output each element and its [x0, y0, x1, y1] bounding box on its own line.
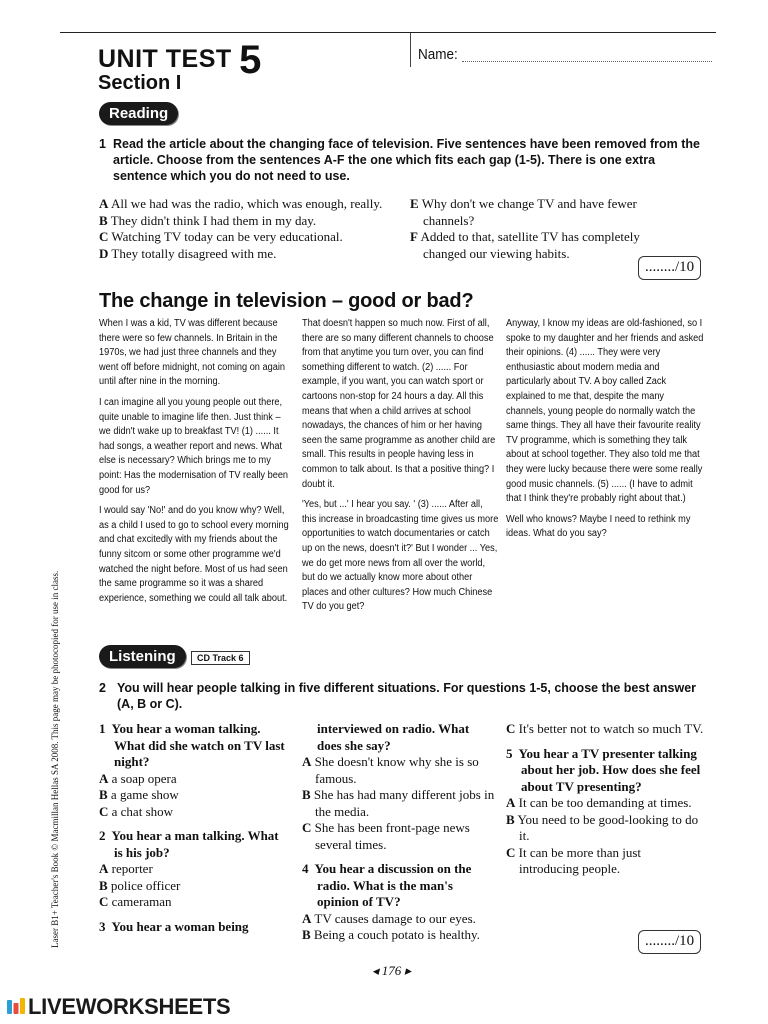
listening-column-2	[302, 721, 496, 944]
q5-option-b[interactable]: B You need to be good-looking to do it.	[506, 811, 699, 843]
section-title: Section I	[98, 72, 182, 94]
q2-option-c[interactable]: C cameraman	[99, 894, 172, 909]
article-column-2	[302, 317, 499, 621]
unit-label: UNIT TEST	[98, 45, 232, 73]
q4-option-a[interactable]: A TV causes damage to our eyes.	[302, 910, 476, 926]
option-f: F Added to that, satellite TV has completely changed our viewing habits.	[410, 229, 640, 261]
brand-text: LIVEWORKSHEETS	[28, 994, 231, 1019]
side-copyright	[50, 548, 70, 948]
q5-option-c[interactable]: C It can be more than just introducing people.	[506, 844, 642, 876]
reading-instruction-number: 1	[99, 137, 106, 151]
q3-option-b[interactable]: B She has had many different jobs in the media.	[302, 787, 495, 819]
article-paragraph: 'Yes, but ...' I hear you say. ' (3) ...... After all, this increase in broadcasting time gives us more opportunities to watch documentaries or catch up on the news, doesn't it?' But I wonder ... Yes, we do get more news from all over the world, but do we actually know more about other places and other cultures? How much Chinese TV do you get?	[302, 499, 499, 613]
listening-instruction-text: You will hear people talking in five different situations. For questions 1-5, choose the best answer (A, B or C).	[117, 681, 697, 711]
question-1: 1 You hear a woman talking. What did she watch on TV last night?	[99, 721, 285, 769]
name-label: Name:	[418, 46, 458, 63]
article-paragraph: That doesn't happen so much now. First of all, there are so many different channels to choose from that anytime you turn over, you can find something different to watch. (2) ...... For example, if you want, you can watch sport or cartoons non-stop for 24 hours a day. All this means that when a child arrives at school nowadays, the chances of him or her having seen the same programme as another child are small. This results in people having less in common to talk about. Is that a positive thing? I doubt it.	[302, 318, 496, 490]
q1-option-a[interactable]: A a soap opera	[99, 770, 177, 786]
q3-option-c[interactable]: C She has been front-page news several times.	[302, 820, 470, 852]
q2-option-b[interactable]: B police officer	[99, 877, 181, 893]
article-paragraph: I can imagine all you young people out there, quite unable to imagine life then. Just think – we didn't wake up to breakfast TV! (1) ...... It had songs, a weather report and news. What else is necessary? Which brings me to my point: Has the modernisation of TV really been good for us?	[99, 396, 289, 496]
option-d: D They totally disagreed with me.	[99, 245, 277, 261]
listening-badge: Listening	[99, 645, 186, 668]
reading-instruction	[99, 136, 709, 184]
q1-option-c[interactable]: C a chat show	[99, 803, 174, 819]
option-a: A All we had was the radio, which was enough, really.	[99, 196, 383, 211]
unit-title	[98, 32, 262, 82]
question-2: 2 You hear a man talking. What is his job?	[99, 828, 279, 860]
article-paragraph: Well who knows? Maybe I need to rethink my ideas. What do you say?	[506, 513, 691, 540]
article-headline: The change in television – good or bad?	[99, 290, 474, 312]
q5-option-a[interactable]: A It can be too demanding at times.	[506, 795, 692, 810]
article-column-1	[99, 317, 294, 612]
option-e: E Why don't we change TV and have fewer channels?	[410, 196, 637, 228]
q4-option-c[interactable]: C It's better not to watch so much TV.	[506, 721, 704, 736]
options-right	[410, 196, 680, 262]
question-5: 5 You hear a TV presenter talking about her job. How does she feel about TV presenting?	[506, 745, 701, 794]
options-left	[99, 196, 389, 262]
page-number: ◂ 176 ▸	[372, 963, 412, 978]
q1-option-b[interactable]: B a game show	[99, 787, 179, 802]
article-column-3	[506, 317, 705, 548]
option-b: B They didn't think I had them in my day.	[99, 212, 317, 228]
name-input[interactable]	[462, 61, 712, 62]
liveworksheets-icon	[6, 997, 26, 1017]
option-c: C Watching TV today can be very educational.	[99, 229, 343, 244]
unit-number: 5	[239, 38, 262, 82]
question-4: 4 You hear a discussion on the radio. What is the man's opinion of TV?	[302, 861, 472, 909]
q4-option-b[interactable]: B Being a couch potato is healthy.	[302, 927, 480, 942]
listening-instruction-number: 2	[99, 681, 106, 695]
article-paragraph: When I was a kid, TV was different because there were so few channels. In Britain in the 1970s, we had just three channels and they went off before midnight, not coming on again until after nine in the morning.	[99, 318, 285, 388]
copyright-text: Laser B1+ Teacher's Book © Macmillan Hellas SA 2008. This page may be photocopied for use in class.	[50, 570, 60, 948]
question-3-end: interviewed on radio. What does she say?	[317, 721, 470, 753]
reading-instruction-text: Read the article about the changing face of television. Five sentences have been removed from the article. Choose from the sentences A-F the one which fits each gap (1-5). There is one extra sentence which you do not need to use.	[113, 137, 700, 183]
article-paragraph: Anyway, I know my ideas are old-fashioned, so I spoke to my daughter and her friends and asked their opinions. (4) ...... They were very enthusiastic about modern media and particularly about TV. A boy called Zack explained to me that, despite the many channels, young people do normally watch the same things. They all have their favourite reality TV programme, which is something they talk about at school together. They also told me that they were lucky because there were some really good music channels. (5) ...... (I have to admit that I think they're probably right about that.)	[506, 318, 704, 505]
listening-column-3	[506, 721, 706, 878]
cd-track-label: CD Track 6	[191, 651, 250, 665]
reading-badge: Reading	[99, 102, 178, 125]
listening-instruction	[99, 680, 709, 712]
listening-score-box[interactable]: ......../10	[638, 930, 701, 954]
question-3-start: 3 You hear a woman being	[99, 918, 249, 934]
article-paragraph: I would say 'No!' and do you know why? Well, as a child I used to go to school every morning and chat excitedly with my friends about the funny sitcom or some other programme we'd watched the night before. Most of us had seen the same programme so it was a shared experience, something we could all talk about.	[99, 505, 289, 604]
q2-option-a[interactable]: A reporter	[99, 861, 153, 876]
listening-column-1	[99, 721, 289, 935]
q3-option-a[interactable]: A She doesn't know why she is so famous.	[302, 754, 479, 786]
liveworksheets-logo[interactable]	[6, 994, 230, 1020]
reading-score-box[interactable]: ......../10	[638, 256, 701, 280]
